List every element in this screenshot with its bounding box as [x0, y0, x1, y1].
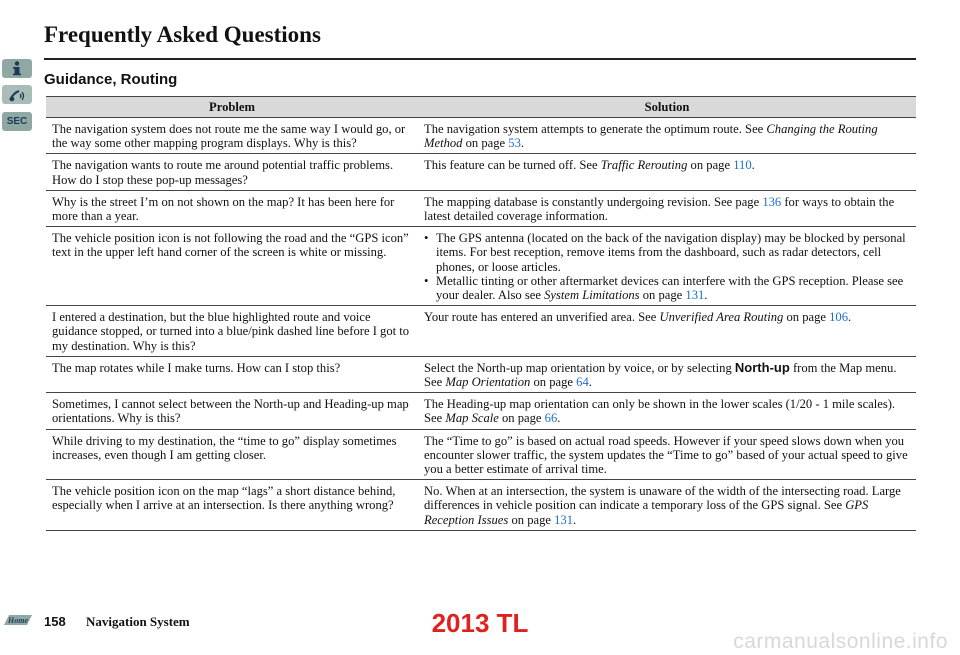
page-link[interactable]: 110 [733, 158, 752, 173]
solution-cell: Your route has entered an unverified area. See Unverified Area Routing on page 106. [418, 306, 916, 357]
solution-bullet-list [424, 231, 910, 302]
problem-cell: Why is the street I’m on not shown on the map? It has been here for more than a year. [46, 190, 418, 226]
info-tab[interactable] [2, 59, 32, 78]
solution-cell: No. When at an intersection, the system is unaware of the width of the intersecting road. Large differences in vehicle position can indicate a temporary loss of the GPS signal. See GPS Reception Issues on page 131. [418, 480, 916, 531]
table-row [46, 190, 916, 226]
problem-cell: The navigation wants to route me around potential traffic problems. How do I stop these pop-up messages? [46, 154, 418, 190]
solution-cell: The “Time to go” is based on actual road speeds. However if your speed slows down when you encounter slower traffic, the system updates the “Time to go” based of your actual speed to give you a better estimate of arrival time. [418, 429, 916, 480]
title-divider [44, 58, 916, 60]
page-number: 158 [44, 614, 66, 629]
problem-cell: While driving to my destination, the “time to go” display sometimes increases, even though I am getting closer. [46, 429, 418, 480]
problem-cell: I entered a destination, but the blue highlighted route and voice guidance stopped, or turned into a blue/pink dashed line before I got to my destination. Why is this? [46, 306, 418, 357]
menu-item-name: North-up [734, 359, 790, 375]
solution-cell: The navigation system attempts to generate the optimum route. See Changing the Routing Method on page 53. [418, 118, 916, 154]
watermark-site: carmanualsonline.info [733, 630, 948, 653]
page-link[interactable]: 131 [554, 512, 573, 527]
page-link[interactable]: 53 [508, 136, 521, 151]
footer-book-title: Navigation System [86, 614, 190, 629]
faq-table [46, 96, 916, 531]
table-row [46, 154, 916, 190]
reference-title: Changing the Routing Method [424, 122, 878, 151]
voice-command-tab[interactable] [2, 85, 32, 104]
solution-cell: The Heading-up map orientation can only be shown in the lower scales (1/20 - 1 mile scales). See Map Scale on page 66. [418, 393, 916, 429]
sec-tab[interactable]: SEC [2, 112, 32, 131]
reference-title: GPS Reception Issues [424, 498, 869, 527]
table-row [46, 306, 916, 357]
table-row [46, 429, 916, 480]
reference-title: Unverified Area Routing [659, 310, 784, 325]
problem-cell: The vehicle position icon on the map “lags” a short distance behind, especially when I arrive at an intersection. Is there anything wrong? [46, 480, 418, 531]
list-item: • Metallic tinting or other aftermarket devices can interfere with the GPS reception. Please see your dealer. Also see System Limitations on page 131. [424, 274, 910, 302]
table-row [46, 227, 916, 306]
column-header-problem: Problem [46, 97, 418, 118]
svg-text:Home: Home [8, 616, 28, 625]
table-row [46, 480, 916, 531]
page-link[interactable]: 106 [829, 310, 848, 325]
section-heading: Guidance, Routing [44, 71, 178, 88]
problem-cell: The map rotates while I make turns. How can I stop this? [46, 356, 418, 392]
page-link[interactable]: 64 [576, 375, 589, 390]
problem-cell: Sometimes, I cannot select between the North-up and Heading-up map orientations. Why is this? [46, 393, 418, 429]
watermark-model: 2013 TL [431, 608, 529, 638]
page-link[interactable]: 136 [762, 194, 782, 209]
voice-command-icon [8, 88, 26, 102]
problem-cell: The vehicle position icon is not following the road and the “GPS icon” text in the upper left hand corner of the screen is white or missing. [46, 227, 418, 306]
table-row [46, 393, 916, 429]
reference-title: System Limitations [544, 288, 640, 303]
solution-cell: Select the North-up map orientation by voice, or by selecting North-up from the Map menu. See Map Orientation on page 64. [418, 356, 916, 392]
solution-cell: This feature can be turned off. See Traffic Rerouting on page 110. [418, 154, 916, 190]
list-item: • The GPS antenna (located on the back of the navigation display) may be blocked by personal items. For best reception, remove items from the dashboard, such as radar detectors, cell phones, or loose articles. [424, 231, 910, 274]
reference-title: Traffic Rerouting [600, 158, 688, 173]
table-header-row [46, 97, 916, 118]
page-link[interactable]: 66 [544, 411, 558, 426]
table-row [46, 118, 916, 154]
page-link[interactable]: 131 [685, 288, 705, 303]
reference-title: Map Scale [445, 411, 499, 426]
reference-title: Map Orientation [445, 375, 531, 390]
column-header-solution: Solution [418, 97, 916, 118]
page-title: Frequently Asked Questions [44, 22, 321, 47]
info-icon [11, 61, 23, 76]
problem-cell: The navigation system does not route me the same way I would go, or the way some other mapping program displays. Why is this? [46, 118, 418, 154]
solution-cell: The mapping database is constantly undergoing revision. See page 136 for ways to obtain the latest detailed coverage information. [418, 190, 916, 226]
solution-cell [418, 227, 916, 306]
table-row [46, 356, 916, 392]
